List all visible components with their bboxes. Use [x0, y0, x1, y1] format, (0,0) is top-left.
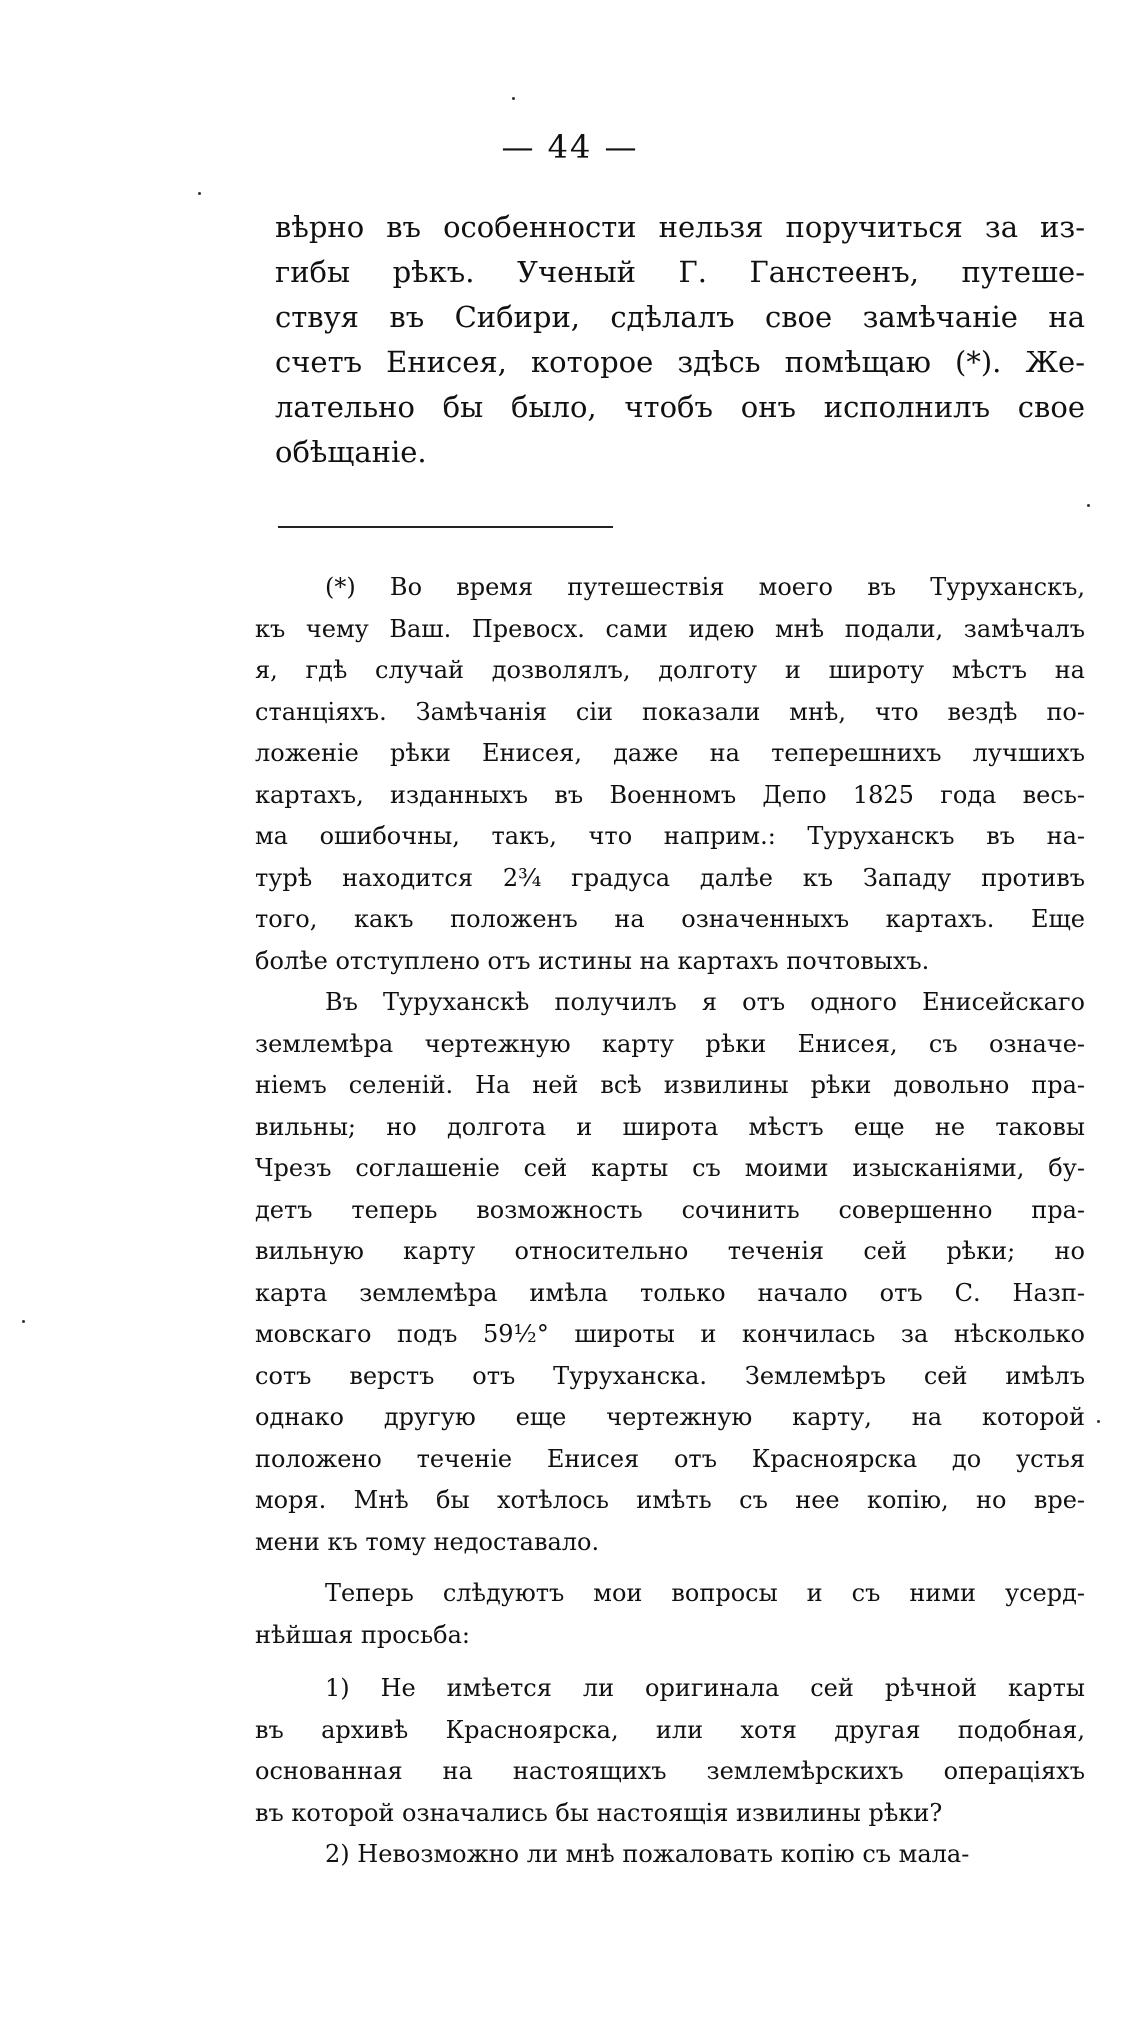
scan-speck	[198, 192, 201, 195]
footnote-line: къ чему Ваш. Превосх. сами идею мнѣ подали, замѣчалъ	[255, 614, 1085, 643]
footnote-line: вильны; но долгота и широта мѣстъ еще не таковы	[255, 1112, 1085, 1141]
footnote-line: землемѣра чертежную карту рѣки Енисея, съ означе-	[255, 1029, 1085, 1058]
scan-speck	[1087, 504, 1090, 507]
footnote-line: я, гдѣ случай дозволялъ, долготу и широту мѣстъ на	[255, 656, 1085, 684]
footnote-line: того, какъ положенъ на означенныхъ картахъ. Еще	[255, 905, 1085, 933]
footnote-line: 2) Невозможно ли мнѣ пожаловать копію съ мала-	[325, 1840, 970, 1868]
scan-speck	[512, 97, 515, 100]
main-text-line: обѣщаніе.	[275, 435, 427, 469]
footnote-line: ма ошибочны, такъ, что наприм.: Туруханскъ въ на-	[255, 822, 1085, 850]
footnote-block	[255, 567, 1085, 1876]
footnote-line: мовскаго подъ 59½° широты и кончилась за нѣсколько	[255, 1320, 1085, 1348]
footnote-line: турѣ находится 2¾ градуса далѣе къ Западу противъ	[255, 863, 1085, 892]
footnote-line: станціяхъ. Замѣчанія сіи показали мнѣ, что вездѣ по-	[255, 697, 1085, 726]
footnote-line: основанная на настоящихъ землемѣрскихъ операціяхъ	[255, 1757, 1085, 1785]
main-text-line: гибы рѣкъ. Ученый Г. Ганстеенъ, путеше-	[275, 255, 1085, 289]
footnote-line: Въ Туруханскѣ получилъ я отъ одного Енисейскаго	[325, 988, 1085, 1016]
footnote-line: въ архивѣ Красноярска, или хотя другая подобная,	[255, 1715, 1085, 1744]
footnote-line: картахъ, изданныхъ въ Военномъ Депо 1825 года весь-	[255, 780, 1085, 809]
scan-speck	[22, 1320, 25, 1323]
footnote-separator-rule	[278, 526, 613, 528]
footnote-paragraph-4	[255, 1668, 1085, 1834]
scan-speck	[1097, 1420, 1100, 1423]
footnote-line: мени къ тому недоставало.	[255, 1527, 600, 1556]
footnote-line: нѣйшая просьба:	[255, 1620, 471, 1649]
main-text-block	[275, 205, 1085, 475]
footnote-line: сотъ верстъ отъ Туруханска. Землемѣръ сей имѣлъ	[255, 1361, 1085, 1390]
main-text-line: лательно бы было, чтобъ онъ исполнилъ свое	[275, 390, 1085, 424]
footnote-line: ложеніе рѣки Енисея, даже на теперешнихъ лучшихъ	[255, 739, 1085, 767]
main-text-line: ствуя въ Сибири, сдѣлалъ свое замѣчаніе на	[275, 300, 1085, 334]
main-text-line: счетъ Енисея, которое здѣсь помѣщаю (*). Же-	[275, 345, 1085, 379]
footnote-line: положено теченіе Енисея отъ Красноярска до устья	[255, 1444, 1085, 1473]
footnote-paragraph-3	[255, 1573, 1085, 1656]
footnote-paragraph-1	[255, 567, 1085, 982]
footnote-line: Теперь слѣдуютъ мои вопросы и съ ними усерд-	[325, 1579, 1085, 1607]
footnote-line: въ которой означались бы настоящія извилины рѣки?	[255, 1798, 943, 1827]
footnote-line: моря. Мнѣ бы хотѣлось имѣть съ нее копію, но вре-	[255, 1486, 1085, 1514]
footnote-line: Чрезъ соглашеніе сей карты съ моими изысканіями, бу-	[255, 1154, 1085, 1182]
footnote-line: однако другую еще чертежную карту, на которой	[255, 1403, 1085, 1431]
footnote-line: ніемъ селеній. На ней всѣ извилины рѣки довольно пра-	[255, 1071, 1085, 1099]
footnote-line: (*) Во время путешествія моего въ Туруханскъ,	[325, 573, 1085, 601]
footnote-line: 1) Не имѣется ли оригинала сей рѣчной карты	[325, 1674, 1085, 1702]
footnote-paragraph-5	[255, 1834, 1085, 1876]
footnote-line: вильную карту относительно теченія сей рѣки; но	[255, 1237, 1085, 1265]
main-text-line: вѣрно въ особенности нельзя поручиться за из-	[275, 210, 1085, 244]
footnote-line: детъ теперь возможность сочинить совершенно пра-	[255, 1195, 1085, 1224]
footnote-line: болѣе отступлено отъ истины на картахъ почтовыхъ.	[255, 946, 930, 975]
footnote-line: карта землемѣра имѣла только начало отъ С. Назп-	[255, 1278, 1085, 1307]
page-number: — 44 —	[501, 128, 639, 166]
footnote-paragraph-2	[255, 982, 1085, 1563]
